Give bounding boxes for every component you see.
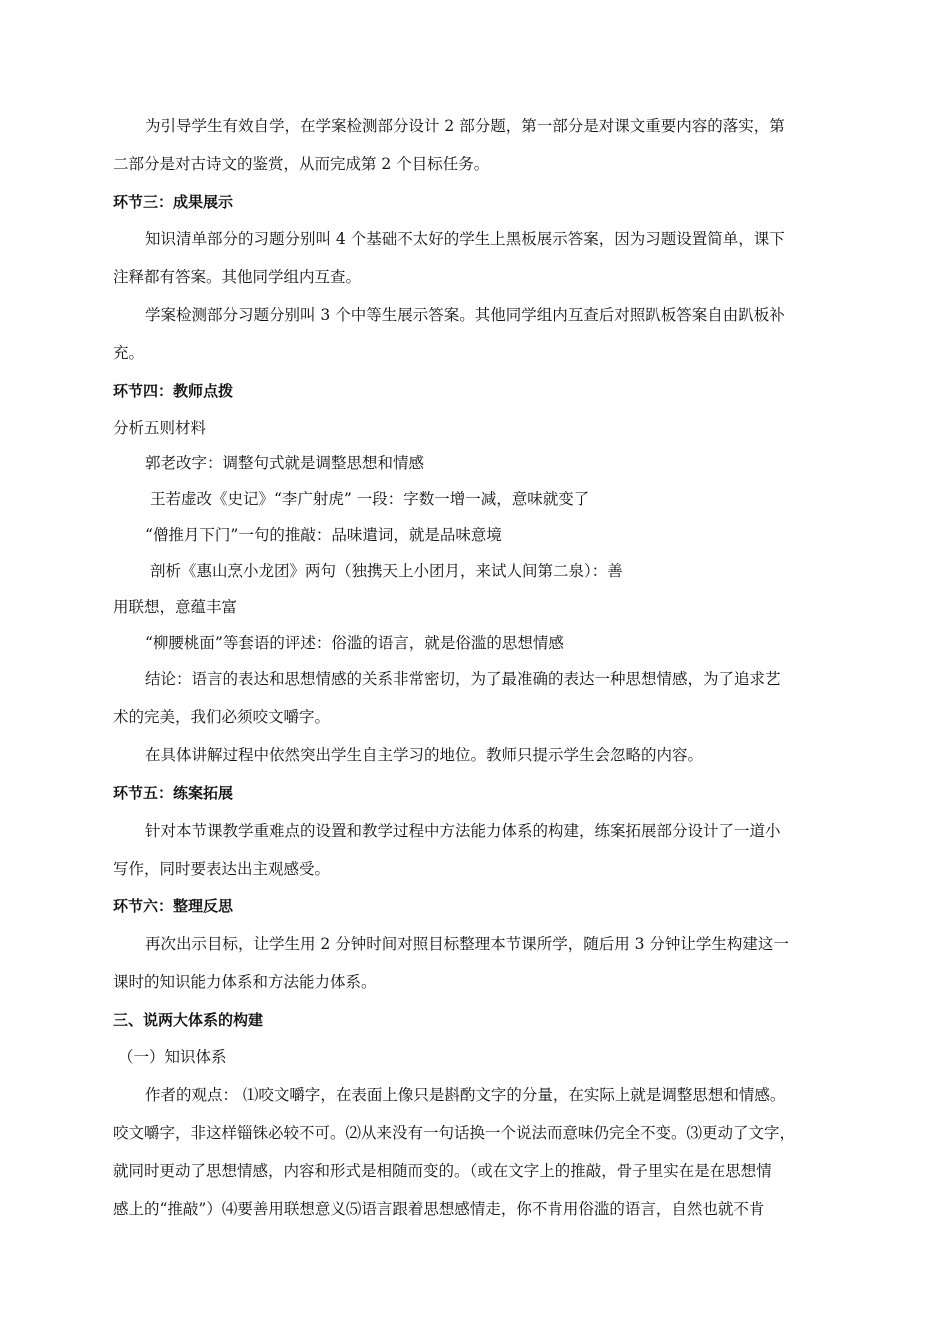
list-item: 剖析《惠山烹小龙团》两句（独携天上小团月，来试人间第二泉）：善 [150, 562, 623, 580]
list-item: 王若虚改《史记》“李广射虎” 一段：字数一增一减，意味就变了 [150, 490, 590, 508]
section-heading: 三、说两大体系的构建 [113, 1011, 264, 1029]
paragraph-line: 注释都有答案。其他同学组内互查。 [113, 268, 362, 286]
paragraph-line: 感上的“推敲”）⑷要善用联想意义⑸语言跟着思想感情走，你不肯用俗滥的语言，自然也就不肯 [113, 1200, 765, 1218]
paragraph-line: 术的完美，我们必须咬文嚼字。 [113, 708, 331, 726]
section-heading: 环节四：教师点拨 [113, 382, 234, 400]
list-item: 用联想，意蕴丰富 [113, 598, 238, 616]
paragraph-line: 针对本节课教学重难点的设置和教学过程中方法能力体系的构建，练案拓展部分设计了一道小 [145, 822, 781, 840]
paragraph-line: 为引导学生有效自学，在学案检测部分设计 2 部分题，第一部分是对课文重要内容的落实，第 [145, 117, 785, 135]
paragraph-line: 课时的知识能力体系和方法能力体系。 [113, 973, 377, 991]
paragraph-line: 就同时更动了思想情感，内容和形式是相随而变的。（或在文字上的推敲，骨子里实在是在思想情 [113, 1162, 772, 1180]
section-heading: 环节五：练案拓展 [113, 784, 234, 802]
paragraph-line: 充。 [113, 344, 145, 362]
paragraph-line: 二部分是对古诗文的鉴赏，从而完成第 2 个目标任务。 [113, 155, 490, 173]
subsection-heading: （一）知识体系 [118, 1048, 227, 1066]
list-item: “僧推月下门”一句的推敲：品味遣词，就是品味意境 [145, 526, 502, 544]
section-heading: 环节六：整理反思 [113, 897, 234, 915]
section-heading: 环节三：成果展示 [113, 193, 234, 211]
list-item: 郭老改字：调整句式就是调整思想和情感 [145, 454, 425, 472]
paragraph-line: 知识清单部分的习题分别叫 4 个基础不太好的学生上黑板展示答案，因为习题设置简单，课下 [145, 230, 785, 248]
paragraph-line: 作者的观点： ⑴咬文嚼字，在表面上像只是斟酌文字的分量，在实际上就是调整思想和情感。 [145, 1086, 786, 1104]
paragraph-line: 分析五则材料 [113, 419, 207, 437]
paragraph-line: 在具体讲解过程中依然突出学生自主学习的地位。教师只提示学生会忽略的内容。 [145, 746, 704, 764]
paragraph-line: 写作，同时要表达出主观感受。 [113, 860, 331, 878]
paragraph-line: 学案检测部分习题分别叫 3 个中等生展示答案。其他同学组内互查后对照趴板答案自由趴板补 [145, 306, 785, 324]
paragraph-line: 咬文嚼字，非这样锱铢必较不可。⑵从来没有一句话换一个说法而意味仍完全不变。⑶更动了文字， [113, 1124, 796, 1142]
paragraph-line: 结论：语言的表达和思想情感的关系非常密切，为了最准确的表达一种思想情感，为了追求艺 [145, 670, 781, 688]
list-item: “柳腰桃面”等套语的评述：俗滥的语言，就是俗滥的思想情感 [145, 634, 564, 652]
paragraph-line: 再次出示目标，让学生用 2 分钟时间对照目标整理本节课所学，随后用 3 分钟让学生构建这一 [145, 935, 789, 953]
